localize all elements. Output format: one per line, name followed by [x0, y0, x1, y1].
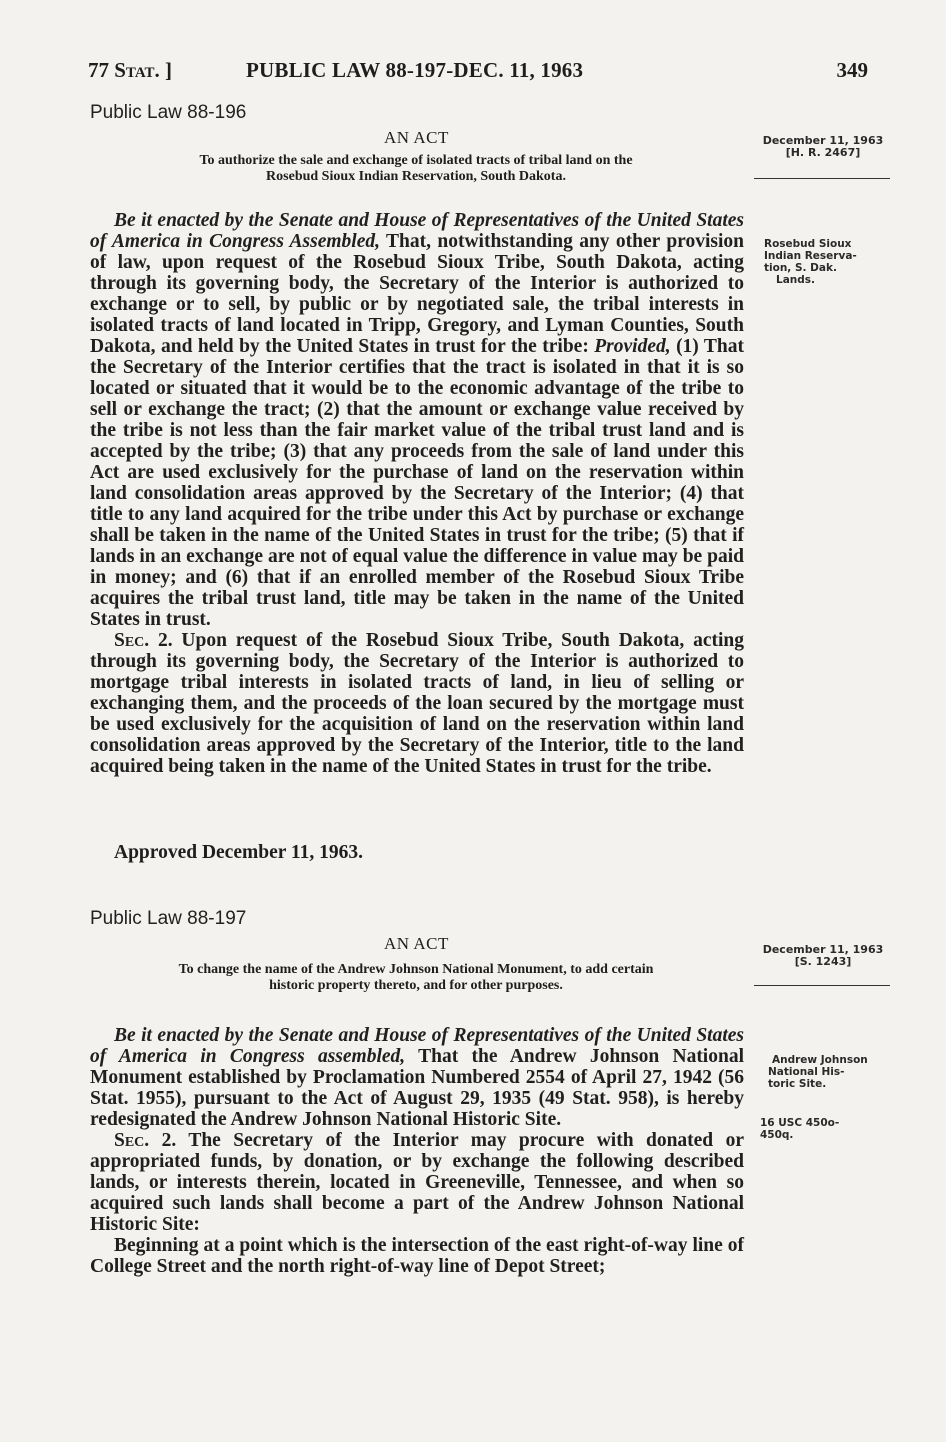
law-1-purpose	[90, 153, 742, 185]
law-2-margin-line-5: 450q.	[760, 1129, 794, 1141]
law-2-margin-line-3: toric Site.	[768, 1078, 827, 1090]
law-2-section-1	[90, 1025, 744, 1130]
law-2-margin-line-1: Andrew Johnson	[772, 1054, 868, 1066]
law-2-section-2	[90, 1130, 744, 1235]
law-2-margin-note	[768, 1054, 898, 1090]
law-2-date-rule	[754, 985, 890, 986]
law-2-sec2-label: Sec. 2.	[114, 1130, 177, 1151]
law-2-margin-line-4: 16 USC 450o-	[760, 1117, 840, 1129]
law-1-date	[756, 135, 890, 159]
law-2-purpose-line-1: To change the name of the Andrew Johnson National Monument, to add certain	[178, 962, 654, 977]
law-1-sec2-text: Upon request of the Rosebud Sioux Tribe, South Dakota, acting through its governing body, the Secretary of the Interior is authorized to mortgage tribal interests in isolated tracts of land, in lieu of selling or exchanging them, and the proceeds of the loan secured by the mortgage must be used exclusively for the acquisition of land on the reservation within land consolidation areas approved by the Secretary of the Interior, title to the land acquired being taken in the name of the United States in trust for the tribe.	[90, 630, 744, 777]
law-2-sec1-text: That the Andrew Johnson National Monument established by Proclamation Numbered 2554 of April 27, 1942 (56 Stat. 1955), pursuant to the Act of August 29, 1935 (49 Stat. 958), is hereby redesignated the Andrew Johnson National Historic Site.	[90, 1046, 744, 1130]
law-1-approved: Approved December 11, 1963.	[114, 842, 363, 863]
law-1-sec1-part2: (1) That the Secretary of the Interior certifies that the tract is isolated in that it is so located or situated that it would be to the economic advantage of the tribe to sell or exchange the tract; (2) that the amount or exchange value received by the tribe is not less than the fair market value of the tribal trust land and is accepted by the tribe; (3) that any proceeds from the sale of land under this Act are used exclusively for the purchase of land on the reservation within land consolidation areas approved by the Secretary of the Interior; (4) that title to any land acquired for the tribe under this Act by purchase or exchange shall be taken in the name of the United States in trust for the tribe; (5) that if lands in an exchange are not of equal value the difference in value may be paid in money; and (6) that if an enrolled member of the Rosebud Sioux Tribe acquires the tribal trust land, title may be taken in the name of the United States in trust.	[90, 336, 744, 630]
law-2-body	[90, 1025, 744, 1277]
law-2-margin-line-2: National His-	[768, 1066, 845, 1078]
law-2-purpose	[90, 962, 742, 994]
page-number: 349	[836, 58, 868, 82]
stat-reference: 77 Stat. ]	[88, 58, 173, 82]
law-1-purpose-line-2: Rosebud Sioux Indian Reservation, South Dakota.	[266, 169, 566, 184]
law-1-date-text: December 11, 1963	[762, 134, 884, 147]
law-1-date-rule	[754, 178, 890, 179]
law-1-margin-line-1: Rosebud Sioux	[764, 238, 852, 250]
law-1-section-2	[90, 630, 744, 777]
law-1-provided: Provided,	[594, 336, 671, 357]
law-1-margin-line-2: Indian Reserva-	[764, 250, 857, 262]
law-1-sec2-label: Sec. 2.	[114, 630, 173, 651]
running-header	[88, 58, 868, 84]
law-1-margin-line-4: Lands.	[776, 274, 816, 286]
law-2-date-text: December 11, 1963	[762, 943, 884, 956]
header-title: PUBLIC LAW 88-197-DEC. 11, 1963	[246, 58, 584, 82]
law-2-beginning: Beginning at a point which is the intersection of the east right-of-way line of College Street and the north right-of-way line of Depot Street;	[90, 1235, 744, 1277]
law-1-enacting-clause: Be it enacted by the Senate and House of Representatives of the United States of America in Congress Assembled,	[90, 210, 744, 252]
law-2-date	[756, 944, 890, 968]
law-1-sec1-part1: That, notwithstanding any other provision of law, upon request of the Rosebud Sioux Tribe, South Dakota, acting through its governing body, the Secretary of the Interior is authorized to exchange or to sell, by public or by negotiated sale, the tribal interests in isolated tracts of land located in Tripp, Gregory, and Lyman Counties, South Dakota, and held by the United States in trust for the tribe:	[90, 231, 745, 357]
law-1-section-1	[90, 210, 744, 630]
law-2-enacting-clause: Be it enacted by the Senate and House of Representatives of the United States of America in Congress assembled,	[90, 1025, 744, 1067]
law-1-purpose-line-1: To authorize the sale and exchange of isolated tracts of tribal land on the	[199, 153, 633, 168]
law-1-margin-line-3: tion, S. Dak.	[764, 262, 837, 274]
law-2-title: Public Law 88-197	[90, 908, 247, 929]
law-1-an-act: AN ACT	[384, 128, 449, 147]
law-2-an-act: AN ACT	[384, 934, 449, 953]
law-2-purpose-line-2: historic property thereto, and for other purposes.	[269, 978, 563, 993]
law-2-usc-citation	[760, 1117, 886, 1141]
law-1-bill-number: [H. R. 2467]	[785, 146, 861, 159]
law-2-bill-number: [S. 1243]	[794, 955, 852, 968]
law-2-sec2-text: The Secretary of the Interior may procure with donated or appropriated funds, by donation, or by exchange the following described lands, or interests therein, located in Greeneville, Tennessee, and when so acquired such lands shall become a part of the Andrew Johnson National Historic Site:	[90, 1130, 744, 1235]
law-1-body	[90, 210, 744, 777]
law-1-margin-note	[764, 238, 890, 286]
law-1-title: Public Law 88-196	[90, 102, 247, 123]
